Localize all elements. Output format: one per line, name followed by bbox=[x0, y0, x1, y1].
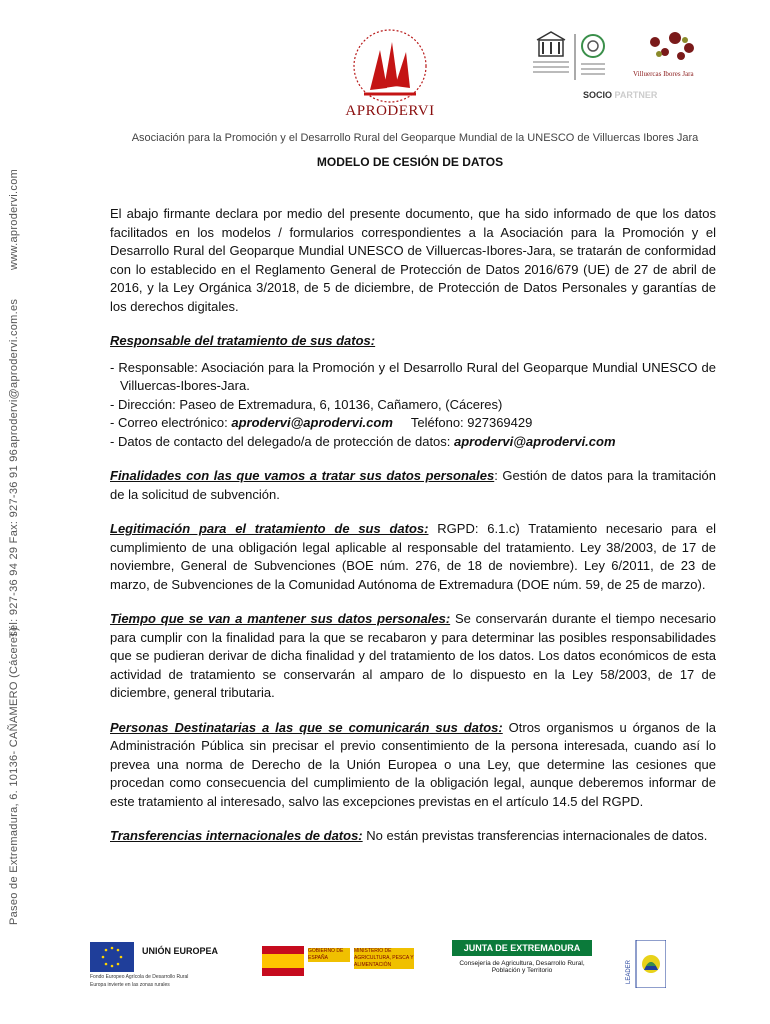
document-body bbox=[110, 205, 716, 862]
junta-line2: Población y Territorio bbox=[491, 967, 553, 974]
leader-icon bbox=[630, 940, 666, 988]
socio-partner-label bbox=[583, 90, 657, 100]
logo-name: APRODERVI bbox=[345, 103, 435, 119]
finalidades-heading: Finalidades con las que vamos a tratar sus datos personales bbox=[110, 468, 495, 483]
eu-flag-icon bbox=[90, 942, 134, 972]
destinatarias-heading: Personas Destinatarias a las que se comunicarán sus datos: bbox=[110, 719, 503, 735]
eu-line2: Europa invierte en las zonas rurales bbox=[90, 982, 170, 988]
legitimacion-heading: Legitimación para el tratamiento de sus datos: bbox=[110, 521, 429, 536]
side-contact-strip bbox=[8, 0, 38, 960]
eu-title: UNIÓN EUROPEA bbox=[142, 946, 219, 956]
email-label: - Correo electrónico: bbox=[110, 415, 232, 430]
org-subtitle: Asociación para la Promoción y el Desarrollo Rural del Geoparque Mundial de la UNESCO de Villuercas Ibores Jara bbox=[131, 132, 699, 144]
dpo-label: - Datos de contacto del delegado/a de protección de datos: bbox=[110, 433, 455, 449]
list-item: - Responsable: Asociación para la Promoción y el Desarrollo Rural del Geoparque Mundial UNESCO de Villuercas-Ibores-Jara. bbox=[110, 359, 716, 393]
responsable-heading-para bbox=[110, 332, 716, 351]
finalidades-text: : Gestión de datos para la tramitación de la solicitud de subvención. bbox=[110, 468, 716, 502]
leader-label: LEADER bbox=[626, 959, 632, 984]
tiempo-text: Se conservarán durante el tiempo necesario para cumplir con la finalidad para la que se recabaron y para determinar las posibles responsabilidades que se pudieran derivar de dicha finalidad y del tratamiento de los datos. Los datos económicos de esta actividad de tratamiento se conservarán al amparo de lo dispuesto en la Ley 58/2003, de 17 de diciembre, general tributaria. bbox=[110, 611, 716, 700]
page-title: MODELO DE CESIÓN DE DATOS bbox=[316, 155, 504, 169]
phone-text: Teléfono: 927369429 bbox=[410, 415, 533, 430]
list-item: - Dirección: Paseo de Extremadura, 6, 10136, Cañamero, (Cáceres) bbox=[110, 396, 503, 412]
responsable-list bbox=[110, 359, 716, 452]
aprodervi-logo bbox=[340, 28, 440, 128]
finalidades-paragraph bbox=[110, 467, 716, 504]
transferencias-text: No están previstas transferencias internacionales de datos. bbox=[362, 828, 708, 843]
junta-title: JUNTA DE EXTREMADURA bbox=[452, 940, 592, 956]
eu-line1: Fondo Europeo Agrícola de Desarrollo Rural bbox=[90, 974, 189, 980]
list-item bbox=[110, 433, 716, 452]
unesco-geopark-icon bbox=[525, 30, 725, 90]
partner-label: Villuercas Ibores Jara bbox=[633, 70, 694, 78]
side-address: Paseo de Extremadura, 6. 10136- CAÑAMERO (Cáceres) bbox=[8, 626, 20, 925]
tiempo-paragraph bbox=[110, 610, 716, 703]
junta-logo bbox=[452, 940, 592, 974]
transferencias-paragraph bbox=[110, 827, 716, 846]
spain-gov-logo bbox=[262, 940, 422, 980]
side-email: aprodervi@aprodervi.com.es bbox=[8, 298, 20, 448]
destinatarias-text: Otros organismos u órganos de la Administración Pública sin precisar el previo consentimiento de la persona interesada, cuando así lo prevea una norma de Derecho de la Unión Europea o una Ley, que determine las cesiones que procedan como consecuencia del cumplimiento de la obligación legal, aunque deberemos informar de este tratamiento al interesado, salvo las excepciones previstas en el artículo 14.5 del RGPD. bbox=[110, 719, 717, 809]
leader-logo bbox=[626, 940, 666, 988]
partner-text: PARTNER bbox=[614, 90, 658, 100]
socio-text: SOCIO bbox=[583, 90, 613, 100]
email-link[interactable]: aprodervi@aprodervi.com bbox=[231, 415, 393, 430]
legitimacion-text: RGPD: 6.1.c) Tratamiento necesario para el cumplimiento de una obligación legal aplicable al responsable del tratamiento. Ley 38/2003, de 17 de noviembre, General de Subvenciones (BOE núm. 276, de 18 de noviembre). Ley 6/2011, de 23 de marzo, de Subvenciones de la Comunidad Autónoma de Extremadura (DOE núm. 59, de 25 de marzo). bbox=[110, 521, 716, 592]
ministry-label: MINISTERIO DE AGRICULTURA, PESCA Y ALIMENTACIÓN bbox=[354, 948, 414, 968]
transferencias-heading: Transferencias internacionales de datos: bbox=[110, 828, 363, 843]
tiempo-heading: Tiempo que se van a mantener sus datos personales: bbox=[110, 611, 451, 626]
list-item bbox=[110, 414, 716, 433]
destinatarias-paragraph bbox=[110, 719, 716, 812]
dpo-email-link[interactable]: aprodervi@aprodervi.com bbox=[454, 433, 616, 449]
responsable-heading: Responsable del tratamiento de sus datos: bbox=[110, 333, 376, 348]
intro-paragraph: El abajo firmante declara por medio del presente documento, que ha sido informado de que los datos facilitados en los modelos / formularios correspondientes a la Asociación para la Promoción y el Desarrollo Rural del Geoparque Mundial UNESCO de Villuercas-Ibores-Jara, se tratarán de conformidad con lo establecido en el Reglamento General de Protección de Datos 2016/679 (UE) de 27 de abril de 2016, y la Ley Orgánica 3/2018, de 5 de diciembre, de Protección de Datos Personales y garantías de los derechos digitales. bbox=[110, 206, 716, 314]
gov-label: GOBIERNO DE ESPAÑA bbox=[308, 948, 350, 962]
unesco-partner-logos bbox=[525, 30, 725, 105]
junta-line1: Consejería de Agricultura, Desarrollo Rural, bbox=[459, 960, 585, 967]
aprodervi-emblem-icon bbox=[340, 28, 440, 106]
spain-shield-icon bbox=[262, 946, 304, 976]
legitimacion-paragraph bbox=[110, 520, 716, 594]
side-web: www.aprodervi.com bbox=[8, 168, 20, 270]
footer-logos bbox=[90, 940, 710, 996]
side-phone: Tél: 927-36 94 29 Fax: 927-36 91 96 bbox=[8, 448, 20, 638]
